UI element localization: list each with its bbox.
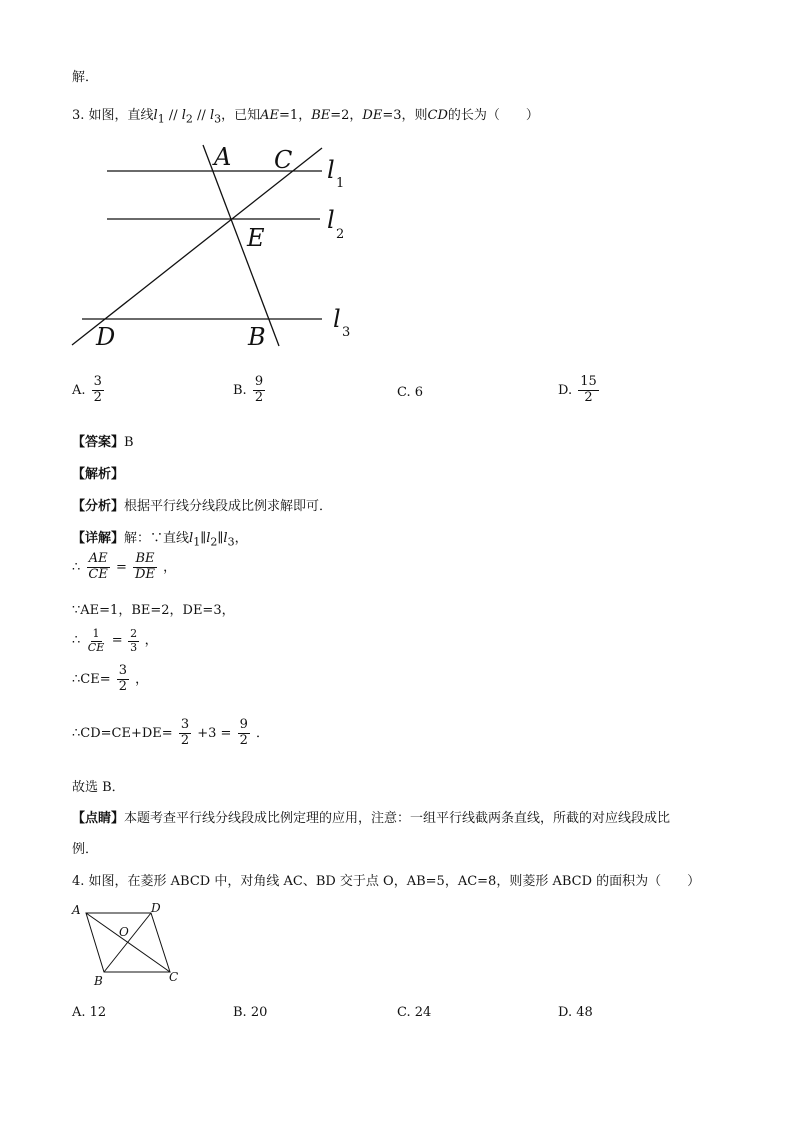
- q3-answer: 【答案】B: [72, 435, 134, 450]
- q3-choose: 故选 B．: [72, 780, 125, 795]
- q3-option-d[interactable]: D. $\frac{15}{2}$: [558, 374, 597, 405]
- q4-stem: 4. 如图，在菱形 ABCD 中，对角线 AC、BD 交于点 O，AB=5，AC=8，则菱形 ABCD 的面积为（ ）: [72, 874, 701, 889]
- q4-option-c[interactable]: C. 24: [397, 1005, 432, 1020]
- label-a: A: [72, 903, 81, 917]
- q3-option-b[interactable]: B. $\frac{9}{2}$: [233, 374, 264, 405]
- q3-step3: ∴ $\frac{1}{CE}$ = $\frac{2}{3}$ ，: [72, 627, 158, 654]
- q3-step4: ∴CE= $\frac{3}{2}$ ，: [72, 663, 149, 694]
- q4-option-a[interactable]: A. 12: [72, 1005, 107, 1020]
- transversal-ab: [203, 145, 279, 346]
- q3-fenxi: 【分析】根据平行线分线段成比例求解即可．: [72, 499, 333, 514]
- q3-step1: ∴ $\frac{AE}{CE}$ = $\frac{BE}{DE}$ ，: [72, 551, 177, 582]
- q4-rhombus-figure: [68, 898, 188, 988]
- prev-answer-tail: 解．: [72, 70, 99, 85]
- label-l3: l: [333, 305, 341, 333]
- label-b: B: [248, 323, 266, 351]
- q3-xiangjie: 【详解】解：∵直线$l_1\parallel l_2\parallel l_3$，: [72, 531, 248, 549]
- label-l2-sub: 2: [336, 227, 345, 242]
- q3-option-c[interactable]: C. 6: [397, 385, 424, 400]
- label-c: C: [169, 970, 179, 984]
- label-c: C: [274, 146, 293, 174]
- label-l2: l: [327, 206, 335, 234]
- q3-option-a[interactable]: A. $\frac{3}{2}$: [72, 374, 102, 405]
- q3-dianjing-cont: 例．: [72, 842, 99, 857]
- label-l3-sub: 3: [342, 325, 351, 340]
- q3-analysis-heading: 【解析】: [72, 467, 125, 482]
- q3-step2: ∵AE=1，BE=2，DE=3，: [72, 603, 235, 618]
- label-d: D: [151, 901, 161, 915]
- label-a: A: [214, 143, 232, 171]
- label-b: B: [94, 974, 103, 988]
- label-d: D: [96, 323, 116, 351]
- label-l1: l: [327, 156, 335, 184]
- label-e: E: [247, 224, 265, 252]
- q4-option-d[interactable]: D. 48: [558, 1005, 593, 1020]
- q3-step5: ∴CD=CE+DE= $\frac{3}{2}$ +3 = $\frac{9}{2}$ ．: [72, 717, 270, 748]
- transversal-dc: [72, 148, 322, 345]
- q3-stem: 3. 如图，直线$l_1 // l_2 // l_3$，已知AE=1，BE=2，DE=3，则CD的长为（ ）: [72, 108, 539, 126]
- q3-parallel-lines-figure: [60, 140, 370, 355]
- label-l1-sub: 1: [336, 176, 345, 191]
- diagonal-bd: [104, 913, 151, 972]
- q3-dianjing: 【点睛】本题考查平行线分线段成比例定理的应用，注意：一组平行线截两条直线，所截的对应线段成比: [72, 811, 671, 826]
- q4-option-b[interactable]: B. 20: [233, 1005, 268, 1020]
- label-o: O: [119, 925, 129, 939]
